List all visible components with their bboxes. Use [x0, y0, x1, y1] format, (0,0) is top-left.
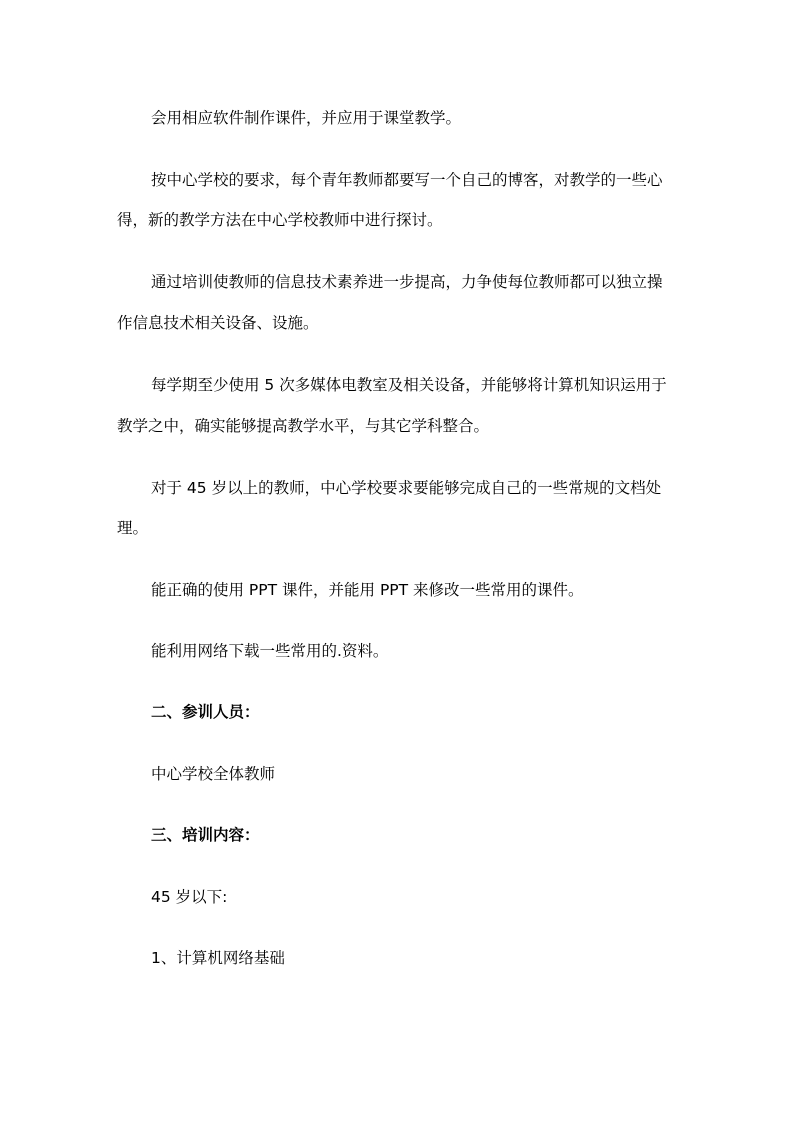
paragraph-multimedia-line2: 教学之中，确实能够提高教学水平，与其它学科整合。	[117, 417, 490, 435]
content-item-1: 1、计算机网络基础	[151, 949, 285, 967]
paragraph-download: 能利用网络下载一些常用的.资料。	[151, 642, 389, 660]
paragraph-over45-line1: 对于 45 岁以上的教师，中心学校要求要能够完成自己的一些常规的文档处	[151, 479, 662, 497]
paragraph-blog-line2: 得，新的教学方法在中心学校教师中进行探讨。	[117, 211, 443, 229]
paragraph-ppt: 能正确的使用 PPT 课件，并能用 PPT 来修改一些常用的课件。	[151, 581, 584, 599]
paragraph-literacy-line2: 作信息技术相关设备、设施。	[117, 314, 319, 332]
age-group-label: 45 岁以下:	[151, 888, 228, 906]
paragraph-courseware: 会用相应软件制作课件，并应用于课堂教学。	[151, 109, 462, 127]
section-heading-content: 三、培训内容：	[151, 826, 260, 844]
section-heading-participants: 二、参训人员：	[151, 703, 260, 721]
paragraph-over45-line2: 理。	[117, 519, 149, 537]
paragraph-multimedia-line1: 每学期至少使用 5 次多媒体电教室及相关设备，并能够将计算机知识运用于	[151, 376, 667, 394]
paragraph-blog-line1: 按中心学校的要求，每个青年教师都要写一个自己的博客，对教学的一些心	[151, 171, 663, 189]
paragraph-literacy-line1: 通过培训使教师的信息技术素养进一步提高，力争使每位教师都可以独立操	[151, 273, 663, 291]
participants-text: 中心学校全体教师	[151, 765, 276, 783]
